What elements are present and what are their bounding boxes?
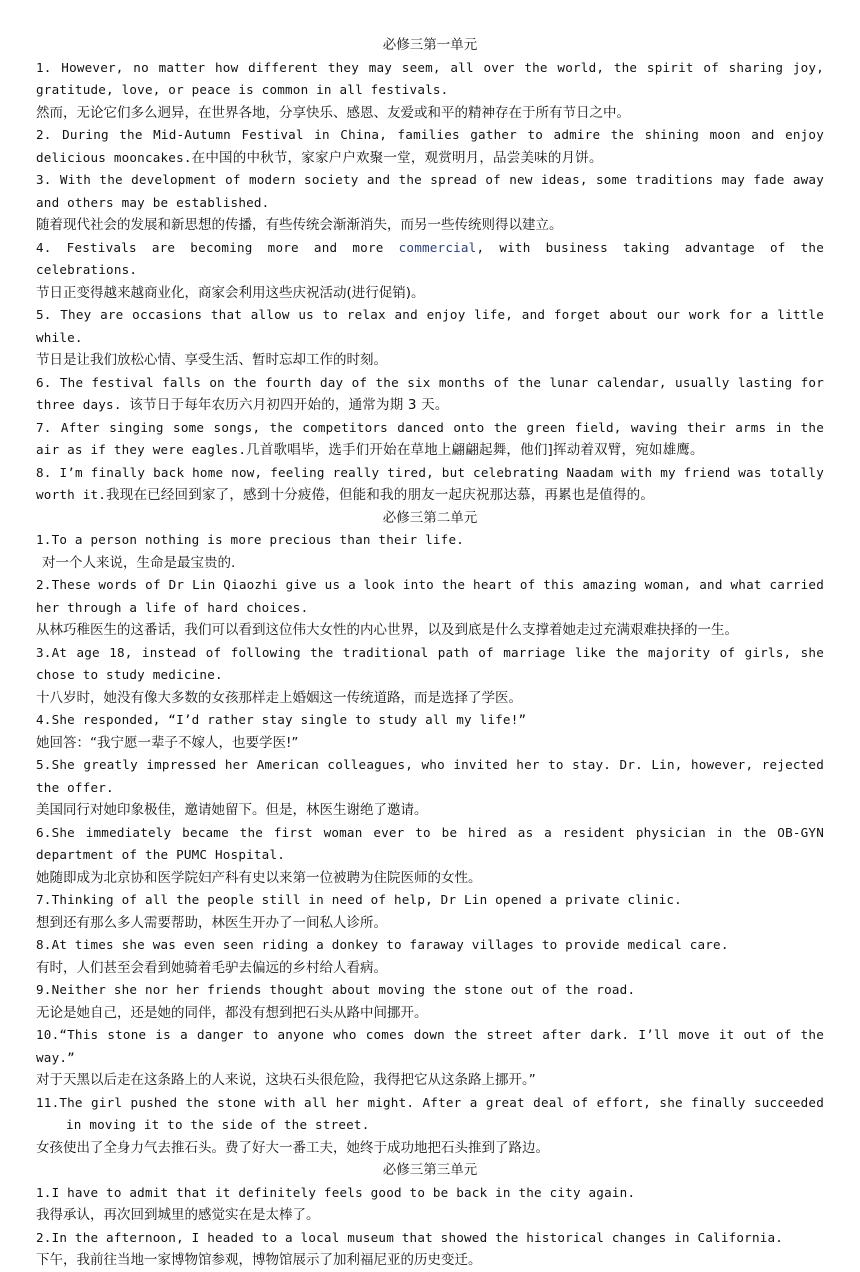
english-sentence: 2.In the afternoon, I headed to a local museum that showed the historical changes in California. [36,1229,784,1245]
unit-section [36,34,824,507]
english-text: 4. Festivals are becoming more and more [36,239,399,255]
unit-title: 必修三第一单元 [382,37,478,53]
chinese-translation: 节日是让我们放松心情、享受生活、暂时忘却工作的时刻。 [36,352,387,368]
english-sentence [36,237,824,282]
unit-title: 必修三第二单元 [382,509,478,526]
english-sentence [36,124,824,169]
unit-section [36,1159,824,1272]
chinese-translation: 想到还有那么多人需要帮助，林医生开办了一间私人诊所。 [36,914,387,931]
chinese-translation: 十八岁时，她没有像大多数的女孩那样走上婚姻这一传统道路，而是选择了学医。 [36,689,522,706]
chinese-translation: 节日正变得越来越商业化，商家会利用这些庆祝活动(进行促销)。 [36,284,425,301]
english-sentence: 3. With the development of modern society and the spread of new ideas, some traditions may fade away and others may be established. [36,172,824,210]
english-sentence: 6.She immediately became the first woman ever to be hired as a resident physician in the OB-GYN department of the PUMC Hospital. [36,824,824,862]
english-text: 2. During the Mid-Autumn Festival in China, families gather to admire the shining moon and enjoy delicious mooncakes. [36,127,824,165]
chinese-translation: 女孩使出了全身力气去推石头。费了好大一番工夫，她终于成功地把石头推到了路边。 [36,1139,549,1156]
english-sentence: 8.At times she was even seen riding a donkey to faraway villages to provide medical care. [36,937,729,952]
english-sentence: 1.To a person nothing is more precious than their life. [36,532,465,547]
chinese-translation: 她回答：“我宁愿一辈子不嫁人，也要学医!” [36,734,299,751]
chinese-translation: 美国同行对她印象极佳，邀请她留下。但是，林医生谢绝了邀请。 [36,802,428,818]
english-sentence: 1. However, no matter how different they may seem, all over the world, the spirit of sharing joy, gratitude, love, or peace is common in all festivals. [36,59,824,97]
chinese-translation: 从林巧稚医生的这番话，我们可以看到这位伟大女性的内心世界，以及到底是什么支撑着她走过充满艰难抉择的一生。 [36,622,738,638]
chinese-translation: 下午，我前往当地一家博物馆参观，博物馆展示了加利福尼亚的历史变迁。 [36,1252,482,1268]
chinese-translation: 对于天黑以后走在这条路上的人来说，这块石头很危险，我得把它从这条路上挪开。” [36,1072,536,1088]
unit-title: 必修三第三单元 [382,1162,478,1178]
english-sentence: 3.At age 18, instead of following the traditional path of marriage like the majority of girls, she chose to study medicine. [36,644,824,682]
chinese-translation: 我得承认，再次回到城里的感觉实在是太棒了。 [36,1207,320,1223]
english-sentence: 4.She responded, “I’d rather stay single to study all my life!” [36,712,527,727]
chinese-translation: 有时，人们甚至会看到她骑着毛驴去偏远的乡村给人看病。 [36,959,387,976]
highlighted-word: commercial [398,239,477,255]
chinese-translation: 该节日于每年农历六月初四开始的，通常为期 3 天。 [129,397,449,413]
english-sentence: 1.I have to admit that it definitely feels good to be back in the city again. [36,1184,636,1200]
chinese-translation: 对一个人来说，生命是最宝贵的. [42,554,236,571]
english-sentence [36,417,824,462]
chinese-translation: 我现在已经回到家了，感到十分疲倦，但能和我的朋友一起庆祝那达慕，再累也是值得的。 [106,487,655,503]
english-sentence [36,372,824,417]
unit-section [36,507,824,1160]
chinese-translation: 在中国的中秋节，家家户户欢聚一堂，观赏明月，品尝美味的月饼。 [191,149,603,166]
english-sentence: 5. They are occasions that allow us to relax and enjoy life, and forget about our work for a little while. [36,307,824,345]
chinese-translation: 几首歌唱毕，选手们开始在草地上翩翩起舞，他们]挥动着双臂，宛如雄鹰。 [246,442,704,458]
english-sentence: 5.She greatly impressed her American colleagues, who invited her to stay. Dr. Lin, however, rejected the offer. [36,757,824,795]
english-sentence: 9.Neither she nor her friends thought about moving the stone out of the road. [36,982,636,997]
english-text: 6. The festival falls on the fourth day of the six months of the lunar calendar, usually lasting for three days. [36,374,824,412]
chinese-translation: 然而，无论它们多么迥异，在世界各地，分享快乐、感恩、友爱或和平的精神存在于所有节日之中。 [36,104,630,121]
chinese-translation: 随着现代社会的发展和新思想的传播，有些传统会渐渐消失，而另一些传统则得以建立。 [36,217,563,233]
english-sentence: 10.“This stone is a danger to anyone who comes down the street after dark. I’ll move it out of the way.” [36,1027,824,1065]
english-sentence: 11.The girl pushed the stone with all her might. After a great deal of effort, she finally succeeded in moving it to the side of the street. [36,1094,824,1132]
english-text: , with business taking advantage of the celebrations. [36,239,824,277]
english-sentence: 7.Thinking of all the people still in need of help, Dr Lin opened a private clinic. [36,892,682,907]
chinese-translation: 无论是她自己，还是她的同伴，都没有想到把石头从路中间挪开。 [36,1004,428,1021]
chinese-translation: 她随即成为北京协和医学院妇产科有史以来第一位被聘为住院医师的女性。 [36,869,482,886]
english-sentence: 2.These words of Dr Lin Qiaozhi give us a look into the heart of this amazing woman, and what carried her through a life of hard choices. [36,577,824,615]
english-sentence [36,462,824,507]
english-text: 7. After singing some songs, the competitors danced onto the green field, waving their arms in the air as if they were eagles. [36,419,824,457]
english-text: 8. I’m finally back home now, feeling really tired, but celebrating Naadam with my friend was totally worth it. [36,464,824,502]
